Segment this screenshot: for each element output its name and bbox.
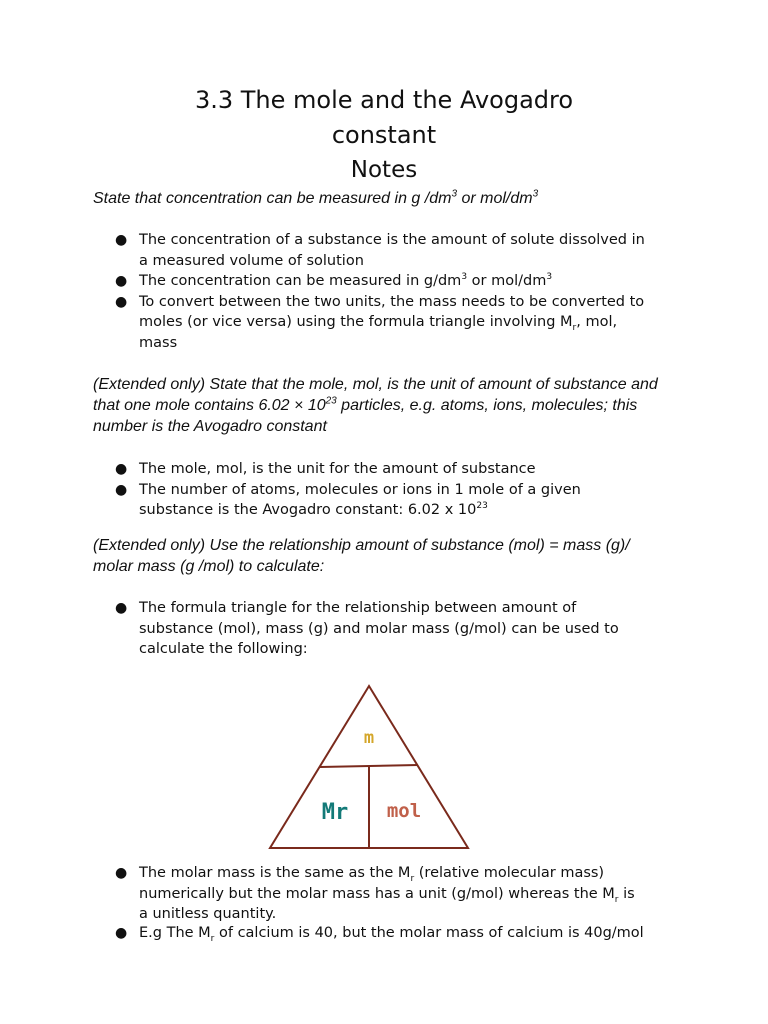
superscript: 3 xyxy=(461,272,468,283)
list-item-text: The molar mass is the same as the M xyxy=(139,865,411,881)
superscript: 3 xyxy=(451,188,457,200)
list-item-text: is a unitless quantity. xyxy=(139,885,635,922)
list-item xyxy=(115,863,645,925)
list-item xyxy=(115,292,645,354)
subscript: r xyxy=(614,894,619,905)
list-item xyxy=(115,459,645,480)
list-item-text: , mol, mass xyxy=(139,314,618,351)
objective-text: or mol/dm xyxy=(457,190,533,207)
objective-concentration xyxy=(93,188,663,209)
list-item-text: The mole, mol, is the unit for the amount of substance xyxy=(139,461,536,477)
subscript: r xyxy=(210,933,215,944)
superscript: 3 xyxy=(532,188,539,200)
objective-mole xyxy=(93,374,663,437)
list-item-text: The concentration can be measured in g/dm xyxy=(139,273,462,289)
list-item xyxy=(115,271,645,292)
formula-triangle xyxy=(268,684,470,850)
bullet-list-molar-mass xyxy=(115,863,645,942)
objective-text: State that concentration can be measured in g /dm xyxy=(93,190,452,207)
bullet-list-concentration xyxy=(115,230,645,353)
list-item xyxy=(115,230,645,271)
list-item-text: The formula triangle for the relationship between amount of substance (mol), mass (g) and molar mass (g/mol) can be used to calculate the following: xyxy=(139,600,619,657)
superscript: 23 xyxy=(476,501,488,512)
list-item-text: The number of atoms, molecules or ions in 1 mole of a given substance is the Avogadro constant: 6.02 x 10 xyxy=(139,481,581,518)
list-item-text: (relative molecular mass) numerically but the molar mass has a unit (g/mol) whereas the M xyxy=(139,865,615,902)
list-item-text: The concentration of a substance is the amount of solute dissolved in a measured volume of solution xyxy=(139,232,645,269)
list-item xyxy=(115,480,645,521)
triangle-label-moles: mol xyxy=(386,800,422,822)
objective-text: particles, e.g. atoms, ions, molecules; this number is the Avogadro constant xyxy=(93,397,638,435)
list-item-text: or mol/dm xyxy=(467,273,547,289)
superscript: 3 xyxy=(546,272,553,283)
bullet-list-relationship xyxy=(115,598,645,660)
triangle-label-molar-mass: Mr xyxy=(321,800,349,825)
page-title-line-1: 3.3 The mole and the Avogadro xyxy=(194,86,574,114)
objective-text: (Extended only) State that the mole, mol, is the unit of amount of substance and that one mole contains 6.02 × 10 xyxy=(93,376,658,414)
superscript: 23 xyxy=(325,395,337,407)
subscript: r xyxy=(410,873,415,884)
page-subtitle: Notes xyxy=(350,157,418,183)
list-item xyxy=(115,925,645,942)
subscript: r xyxy=(572,322,577,333)
list-item xyxy=(115,598,645,660)
triangle-label-mass: m xyxy=(363,728,375,748)
list-item-text: To convert between the two units, the mass needs to be converted to moles (or vice versa) using the formula triangle involving M xyxy=(139,293,645,330)
bullet-list-mole xyxy=(115,459,645,521)
list-item-text: of calcium is 40, but the molar mass of calcium is 40g/mol xyxy=(214,924,644,941)
list-item-text: E.g The M xyxy=(139,924,211,941)
objective-relationship: (Extended only) Use the relationship amount of substance (mol) = mass (g)/ molar mass (g /mol) to calculate: xyxy=(93,537,630,575)
page-title-line-2: constant xyxy=(331,121,437,149)
